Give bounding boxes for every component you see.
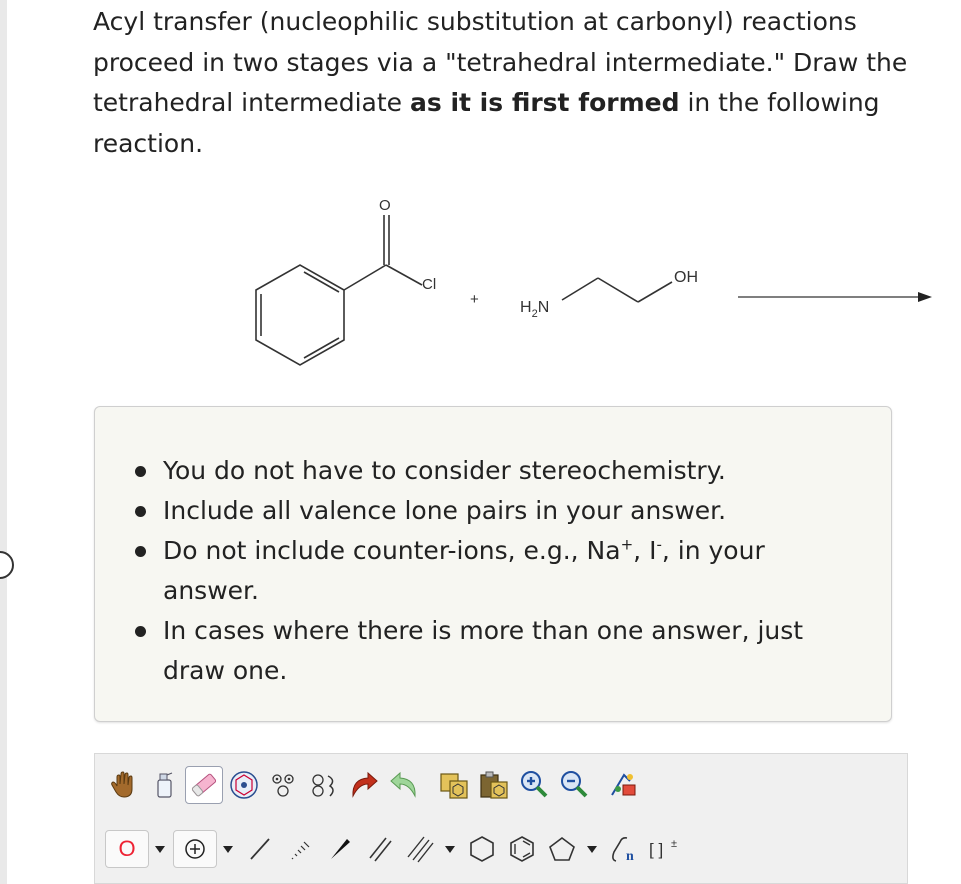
- charge-plus-icon: [183, 837, 207, 861]
- clear-bottle-button[interactable]: [145, 766, 183, 804]
- bracket-label: [ ]: [649, 840, 664, 859]
- undo-button[interactable]: [345, 766, 383, 804]
- side-handle-button[interactable]: [0, 551, 14, 579]
- instruction-item: In cases where there is more than one answer, just draw one.: [163, 611, 863, 691]
- sgroup-icon: [608, 834, 640, 864]
- copy-button[interactable]: [435, 766, 473, 804]
- carbonyl-oxygen-label: O: [379, 197, 391, 214]
- left-margin-bar: [0, 0, 7, 884]
- undo-arrow-icon: [348, 770, 380, 800]
- atom-dropdown-caret-icon[interactable]: [155, 846, 165, 853]
- question-bold: as it is first formed: [409, 88, 680, 117]
- instructions-list: [163, 451, 863, 691]
- toolbar-row-2: [105, 824, 685, 874]
- zoom-in-button[interactable]: [515, 766, 553, 804]
- amine-h: H: [520, 299, 532, 316]
- acyl-chloride-bonds: [344, 215, 422, 290]
- eraser-button[interactable]: [185, 766, 223, 804]
- charge-dropdown-caret-icon[interactable]: [223, 846, 233, 853]
- triple-bond-button[interactable]: [401, 830, 439, 868]
- bracket-charge-button[interactable]: [645, 830, 683, 868]
- bracket-charge-label: ±: [671, 838, 678, 850]
- ring-template-icon: [228, 769, 260, 801]
- hexagon-icon: [467, 834, 497, 864]
- reaction-arrowhead: [918, 292, 932, 302]
- redo-arrow-icon: [388, 770, 420, 800]
- amine-subscript: 2: [531, 308, 538, 320]
- sodium-charge: +: [620, 535, 634, 554]
- amine-n: N: [537, 299, 550, 316]
- instruction-item: You do not have to consider stereochemistry.: [163, 451, 863, 491]
- instruction-text: , I: [633, 536, 657, 565]
- charge-selector[interactable]: [173, 830, 217, 868]
- atom-selector[interactable]: [105, 830, 149, 868]
- zoom-out-button[interactable]: [555, 766, 593, 804]
- eraser-icon: [189, 770, 219, 800]
- instruction-text: Do not include counter-ions, e.g., Na: [163, 536, 621, 565]
- instruction-item: [163, 531, 863, 611]
- sgroup-label: n: [626, 849, 634, 864]
- question-text: [93, 2, 913, 164]
- plus-sign: +: [470, 291, 479, 308]
- zoom-out-icon: [558, 769, 590, 801]
- chlorine-label: Cl: [422, 276, 437, 293]
- amine-label: [520, 299, 549, 320]
- lone-pair-button[interactable]: [265, 766, 303, 804]
- benzene-icon: [507, 834, 537, 864]
- ethanolamine-chain: [562, 278, 672, 302]
- benzene-ring: [256, 265, 344, 365]
- hexagon-ring-button[interactable]: [463, 830, 501, 868]
- paste-button[interactable]: [475, 766, 513, 804]
- sgroup-button[interactable]: [605, 830, 643, 868]
- ring-dropdown-caret-icon[interactable]: [587, 846, 597, 853]
- benzene-ring-button[interactable]: [503, 830, 541, 868]
- double-bond-button[interactable]: [361, 830, 399, 868]
- clean-structure-button[interactable]: [605, 766, 643, 804]
- lone-pair-icon: [268, 770, 300, 800]
- hand-tool-button[interactable]: [105, 766, 143, 804]
- templates-button[interactable]: [225, 766, 263, 804]
- pentagon-ring-button[interactable]: [543, 830, 581, 868]
- zoom-in-icon: [518, 769, 550, 801]
- instructions-box: [94, 406, 892, 722]
- iodide-charge: -: [656, 535, 662, 554]
- radical-button[interactable]: [305, 766, 343, 804]
- single-bond-button[interactable]: [241, 830, 279, 868]
- double-bond-icon: [365, 834, 395, 864]
- redo-button[interactable]: [385, 766, 423, 804]
- hashed-bond-icon: [285, 834, 315, 864]
- triple-bond-icon: [405, 834, 435, 864]
- toolbar-row-1: [105, 760, 645, 810]
- instruction-item: Include all valence lone pairs in your answer.: [163, 491, 863, 531]
- bracket-icon: [647, 834, 681, 864]
- question-part1: Acyl transfer (nucleophilic substitution at carbonyl) reactions proceed in two stages via a "tetrahedral intermediate." Draw the tetrahedral intermediate: [93, 7, 908, 117]
- hashed-bond-button[interactable]: [281, 830, 319, 868]
- hand-icon: [109, 770, 139, 800]
- instruction-text: , in your answer.: [163, 536, 765, 605]
- copy-icon: [438, 769, 470, 801]
- reaction-scheme: [230, 190, 950, 380]
- wedge-bond-icon: [325, 834, 355, 864]
- wedge-bond-button[interactable]: [321, 830, 359, 868]
- paste-icon: [478, 769, 510, 801]
- question-part2: in the following reaction.: [93, 88, 880, 158]
- bottle-icon: [149, 770, 179, 800]
- bond-dropdown-caret-icon[interactable]: [445, 846, 455, 853]
- atom-label: O: [118, 836, 136, 861]
- clean-structure-icon: [608, 769, 640, 801]
- radical-icon: [308, 770, 340, 800]
- drawing-toolbar: [94, 753, 908, 884]
- pentagon-icon: [547, 834, 577, 864]
- hydroxyl-label: OH: [674, 269, 698, 286]
- single-bond-icon: [245, 834, 275, 864]
